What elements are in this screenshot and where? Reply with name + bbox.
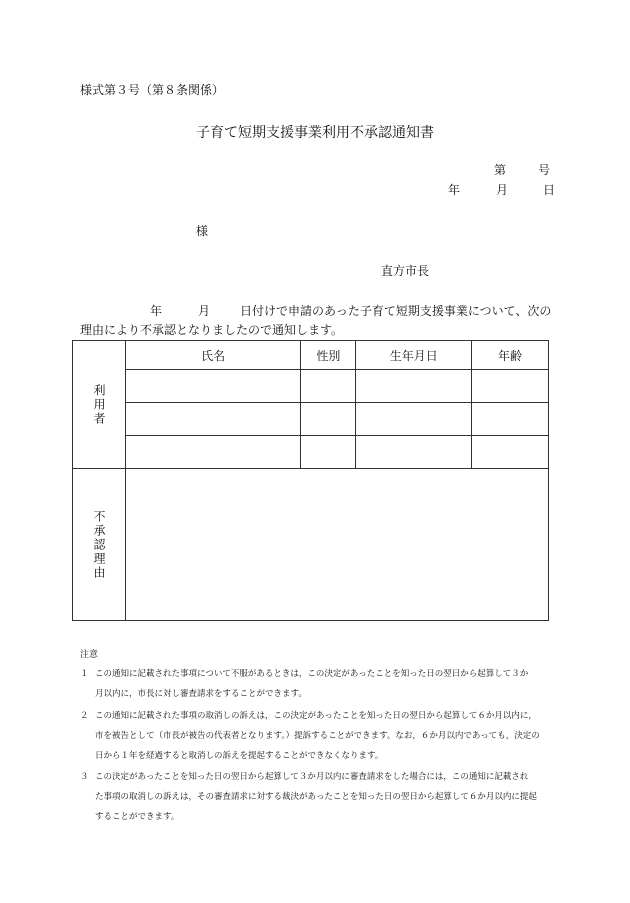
issue-date-line: [448, 181, 555, 198]
issue-year: 年: [448, 183, 461, 197]
reason-label-cell: [73, 469, 126, 621]
sex-cell[interactable]: [301, 436, 356, 469]
note-1-line-2: 月以内に，市長に対し審査請求をすることができます。: [95, 689, 307, 699]
birthdate-cell[interactable]: [356, 436, 472, 469]
note-2-line-1: ２ この通知に記載された事項の取消しの訴えは，この決定があったことを知った日の翌日から起算して６か月以内に，: [80, 711, 537, 721]
birthdate-cell[interactable]: [356, 370, 472, 403]
note-3-line-3: することができます。: [95, 812, 180, 822]
birthdate-cell[interactable]: [356, 403, 472, 436]
user-table: [72, 340, 549, 621]
user-label-cell: [73, 341, 126, 469]
note-3-line-2: た事項の取消しの訴えは，その審査請求に対する裁決があったことを知った日の翌日から起算して６か月以内に提起: [95, 792, 537, 802]
number-prefix: 第: [494, 163, 507, 177]
age-cell[interactable]: [472, 436, 549, 469]
document-title: 子育て短期支援事業利用不承認通知書: [196, 125, 434, 141]
body-line-2: 理由により不承認となりましたので通知します。: [80, 323, 344, 337]
table-row: [73, 403, 549, 436]
form-number: 様式第３号（第８条関係）: [80, 83, 225, 97]
body-year: 年: [150, 304, 163, 318]
header-age: 年齢: [472, 341, 549, 370]
table-row: [73, 436, 549, 469]
name-cell[interactable]: [125, 403, 301, 436]
header-name: 氏名: [125, 341, 301, 370]
body-line-1-text: 日付けで申請のあった子育て短期支援事業について、次の: [240, 304, 552, 318]
number-suffix: 号: [538, 163, 551, 177]
body-line-1: [80, 302, 551, 319]
header-birthdate: 生年月日: [356, 341, 472, 370]
note-1-line-1: １ この通知に記載された事項について不服があるときは，この決定があったことを知った日の翌日から起算して３か: [80, 669, 529, 679]
header-sex: 性別: [301, 341, 356, 370]
reason-cell[interactable]: [125, 469, 548, 621]
note-number: ３: [80, 772, 89, 782]
user-label: 利用者: [91, 383, 106, 426]
note-number: １: [80, 669, 89, 679]
note-2-line-2: 市を被告として（市長が被告の代表者となります。）提訴することができます。なお，６か月以内であっても，決定の: [95, 731, 540, 741]
sender-name: 直方市長: [381, 264, 430, 278]
sex-cell[interactable]: [301, 403, 356, 436]
note-3-line-1: ３ この決定があったことを知った日の翌日から起算して３か月以内に審査請求をした場合には，この通知に記載され: [80, 772, 529, 782]
sex-cell[interactable]: [301, 370, 356, 403]
notes-title: 注意: [80, 650, 99, 660]
body-month: 月: [198, 304, 211, 318]
name-cell[interactable]: [125, 436, 301, 469]
note-number: ２: [80, 711, 89, 721]
age-cell[interactable]: [472, 370, 549, 403]
addressee-honorific: 様: [196, 224, 209, 238]
reason-label: 不承認理由: [91, 509, 106, 580]
name-cell[interactable]: [125, 370, 301, 403]
document-number-line: [494, 161, 550, 178]
issue-day: 日: [543, 183, 556, 197]
issue-month: 月: [496, 183, 509, 197]
table-row: [73, 370, 549, 403]
age-cell[interactable]: [472, 403, 549, 436]
note-2-line-3: 日から１年を経過すると取消しの訴えを提起することができなくなります。: [95, 751, 384, 761]
